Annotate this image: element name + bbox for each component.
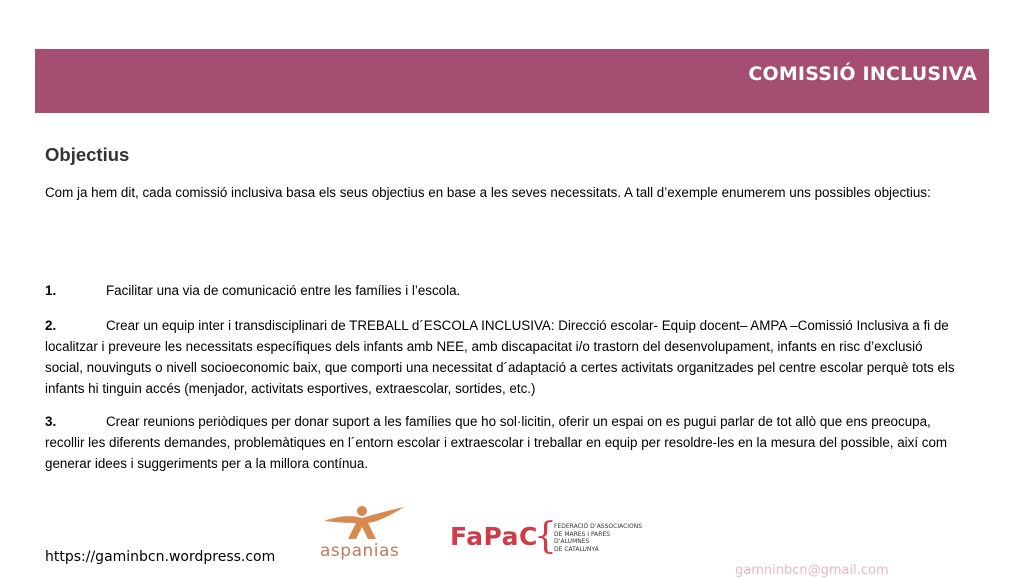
fapac-brace-icon: { <box>534 516 557 557</box>
list-item-text: Facilitar una via de comunicació entre les famílies i l’escola. <box>106 283 461 298</box>
fapac-logo <box>450 516 643 558</box>
fapac-wordmark: FaPaC <box>450 522 538 551</box>
email-link[interactable]: gamninbcn@gmail.com <box>735 563 889 578</box>
list-item-number: 2. <box>45 318 57 333</box>
list-item <box>45 315 960 399</box>
slide-title: COMISSIÓ INCLUSIVA <box>748 63 977 85</box>
intro-paragraph: Com ja hem dit, cada comissió inclusiva basa els seus objectius en base a les seves necessitats. A tall d’exemple enumerem uns possibles objectius: <box>45 185 931 200</box>
website-link[interactable]: https://gaminbcn.wordpress.com <box>45 549 276 565</box>
list-item-text: Crear un equip inter i transdisciplinari de TREBALL d´ESCOLA INCLUSIVA: Direcció escolar- Equip docent– AMPA –Comissió Inclusiva a fi de localitzar i preveure les necessitats específiques dels infants amb NEE, amb discapacitat i/o trastorn del desenvolupament, infants en risc d’exclusió social, nouvinguts o nivell socioeconomic baix, que comporti una necessitat d´adaptació a certes activitats organitzades pel centre escolar perquè tots els infants hi tinguin accés (menjador, activitats esportives, extraescolar, sortides, etc.) <box>45 318 955 396</box>
list-item-number: 1. <box>45 283 57 298</box>
section-heading: Objectius <box>45 144 130 165</box>
aspanias-figure-logo <box>316 503 412 543</box>
list-item <box>45 411 960 474</box>
list-item-number: 3. <box>45 414 57 429</box>
list-item-text: Crear reunions periòdiques per donar suport a les famílies que ho sol·licitin, oferir un espai on es pugui parlar de tot allò que ens preocupa, recollir les diferents demandes, problemàtiques en l´entorn escolar i extraescolar i treballar en equip per resoldre-les en la mesura del possible, així com generar idees i suggeriments per a la millora contínua. <box>45 414 948 471</box>
title-banner <box>35 49 989 113</box>
aspanias-wordmark: aspanias <box>320 541 400 561</box>
list-item <box>45 280 960 301</box>
fapac-subtitle: FEDERACIÓ D’ASSOCIACIONS DE MARES I PARES D’ALUMNES DE CATALUNYA <box>554 523 643 553</box>
aspanias-logo <box>316 503 412 565</box>
